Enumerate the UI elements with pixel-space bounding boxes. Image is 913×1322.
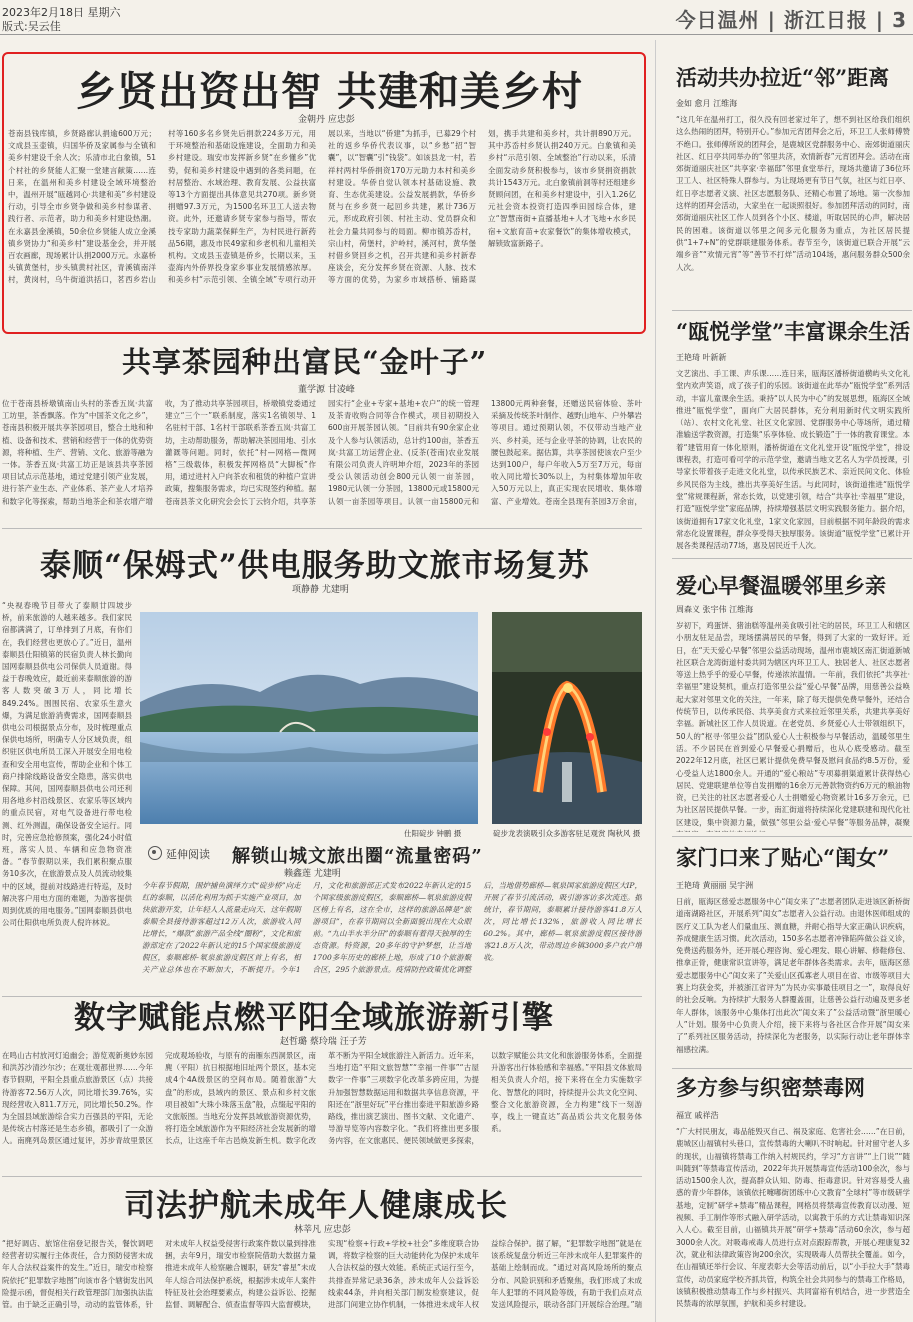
- article-power-headline[interactable]: 泰顺“保姆式”供电服务助文旅市场复苏: [40, 548, 590, 584]
- article-tea-byline: 董学源 甘凌峰: [298, 385, 355, 395]
- side-school-body: 文艺演出、手工课、声乐课……连日来，瓯海区潘桥街道横屿头文化礼堂内欢声笑语，成了孩子们的乐园。该街道在此举办“瓯悦学堂”系列活动，丰富儿童课余生活。秉持“以人民为中心”的发展思想，瓯海区全域推进“瓯悦学堂”，面向广大居民群体，充分利用新时代文明实践所（站）、农村文化礼堂、社区文化家园、党群服务中心等场所，通过精准输送学教资源，打造集“乐享体验、成长锻造”于一体的教育课堂。本着“建管用育一体化原则，潘桥街道在文化礼堂开设“瓯悦学堂”，排设课程表，打造可看可学的示范学堂，邀请当地文艺名人为学员授课，引导家长带着孩子走进文化礼堂，以传承民族艺术、亲近民间文化、体验乡风民俗为主线，推出共享美好生活。与此同时，该街道推进“瓯悦学堂”常规课程新，常态长效，以党建引领，结合“共享社·幸福里”建设，打造“瓯悦学堂”家庭品牌，持续增强基层文明实践服务能力。据介绍，该街道拥有17家文化礼堂，1家文化家园，目前根据不同年龄段的需求常态化设置课程，群众享受得天独厚服务。该街道“瓯悦学堂”已累计开展各类课程活动77场，惠及居民近千人次。: [676, 369, 910, 551]
- side-school-byline: 王艳琦 叶新新: [676, 353, 727, 362]
- article-judicial-byline: 林莘凡 应忠彭: [294, 1225, 351, 1235]
- issue-date: 2023年2月18日 星期六: [2, 6, 121, 19]
- column-divider: [655, 40, 656, 1322]
- side-activity-headline[interactable]: 活动共办拉近“邻”距离: [676, 65, 890, 90]
- layout-editor: 版式:吴云佳: [2, 20, 61, 33]
- article-power-body: “央视春晚节目带火了泰顺廿四坡步桥，前来旅游的人越来越多。我们家民宿都满满了，订单排到了月底，有你们在，我们经营也更放心了。”近日，温州泰顺县仕阳镇第的民宿负责人林长勤向国网泰顺县供电公司保供人员道谢。得益于春晚效应，最近前来泰顺旅游的游客人数突破3万人，同比增长849.24%。围围民宿、农家乐生意火爆，为满足旅游消费需求，国网泰顺县供电公司根据景点分布，及时梳理重点保供电场所，明确专人分区域负责，组织驻区供电所员工深入开展安全用电检查和安全用电宣传，帮助企业和个体工商户排除线路设备安全隐患，落实供电保障。其间，国网泰顺县供电公司还利用各地乡村沿线景区、农家乐等区域内的重点民宿，对电气设备进行带电检测、红外测温，确保设备安全运行。同时，完善应急抢修预案，强化24小时值班，落实人员、车辆和应急物资准备。“春节假期以来，我们累积聚点服务10多次，在旅游景点及人员流动较集中的区域，提前对线路进行特巡，及时解决客户用电方面的难题，为游客提供周到优质的用电服务。”国网泰顺县供电公司仕阳供电所负责人倪许林说。: [2, 601, 132, 928]
- photo-lake-caption: 仕阳碇步 钟鹏 摄: [404, 829, 462, 838]
- extended-body: 今年春节假期，围炉捕鱼演绎方式“碇步桥”向走红的泰顺，以活化利用为抓手实施产业项目，加快旅游开发，让年轻人人流量走向天、这年假期泰顺全县接待游客超过12万人次，旅游收入同比增长，“爆款”旅游产品全线“圈粉”，文化和旅游部定在了2022年新认定的15个国家级旅游度假区，泰顺廊桥·氡泉旅游度假区首上有名，相关产业总体也在不断加大，不断提升。今年1月，文化和旅游部正式发布2022年新认定的15个国家级旅游度假区，泰顺廊桥—氡泉旅游度假区榜上有名，这在全市，这样的旅游品牌是“旅游项目”，在春节期间以全新面貌出现在大众眼前。“九山半水半分田”的泰顺有着得天独厚的生态资源。特资源，20多年的守护梦想，让当地1700多年历史的廊桥上地，形成了10个旅游聚合区，295个旅游景点。疫情防控政策优化调整后，当地借势廊桥—氡泉国家旅游度假区大IP，开展了春节引流活动，吸引游客访多次流连。据统计，春节期间，泰顺累计接待游客41.8万人次，同比增长132%，旅游收入同比增长60.2%。其中，廊桥—氡泉旅游度假区接待游客21.8万人次，带动周边乡镇3000多户农户增收。: [142, 881, 642, 974]
- side-antidrug-body: “广大村民朋友，毒品能毁灭自己、祸及家庭、危害社会……”在日前，鹿城区山福镇村头巷口，宣传禁毒的大喇叭不时响起。针对留守老人多的现状，山福镇将禁毒工作纳入村规民约，学习“方言讲”“上门说”“随叫随到”等禁毒宣传活动，2022年共开展禁毒宣传活动100余次，参与活动1500余人次，提高群众认知、防毒、拒毒意识。针对容易受人蛊惑的青少年群体，该镇依托嚏嘟街团练中心文教育“全球村”等市级研学基地，定制“研学+禁毒”精品课程，网格员将禁毒宣传教育以动漫、短视频、手工制作等形式融入研学活动，以寓教于乐的方式让禁毒知识深入人心。截至目前，山福镇共开展“研学+禁毒”活动60余次，参与超3000余人次。对吸毒戒毒人员进行点对点跟踪帮教，开展心理康复32次，就业和法律政策咨询200余次，实现吸毒人员帮扶全覆盖。如今，在山福镇还举行会议、年度表彰大会等活动前后，以“小手拉大手”禁毒宣传，动员家庭学校齐抓共管，构筑全社会共同参与的禁毒工作格局，该镇积极推动禁毒工作与乡村振兴、共同富裕有机结合，进一步营造全民禁毒的浓厚氛围，护航和美乡村建设。: [676, 1127, 910, 1309]
- side-volunteer-body: 日前，瓯海区慈爱志愿服务中心“闺女来了”志愿者团队走进该区新桥街道南湖路社区，开展系列“闺女”志愿者入公益行动。由退休医师组成的医疗义工队为老人们量血压、测血糖，并耐心指导大家正确认识疾病，养成健康生活习惯。此次活动，150多名志愿者冲锋陷阵做公益义诊，免费送药服务外，还开展心理咨询、爱心理发、眼心讲解、修鞋修包、推拿正骨，健康常识宣讲等，满足老年群体各类需求。去年，瓯海区慈爱志愿服务中心“闺女来了”关爱山区孤寡老人项目在省、市级等项目大赛上均获金奖，并被浙江省评为“为民办实事最佳项目之一”，取得良好的社会反响。为持续扩大服务人群覆盖面，让慈善公益行动遍及更多老年人群体，该服务中心集体打出此次“闺女来了”公益活动暨“浙里暖心人”计划。服务中心负责人介绍，接下来将与各社区合作开展“闺女来了”系列社区服务活动，持续深化为老服务，以实际行动让老年群体幸福感拉满。: [676, 897, 910, 1054]
- reading-icon: [148, 846, 162, 860]
- lake-mountain-illustration: [140, 612, 478, 824]
- article-tea-body: 位于苍南县桥墩镇南山头村的茶香五岚·共富工坊里，茶香飘落。作为“中国茶文化之乡”，苍南县积极开展共享茶园项目，整合土地和种植、设备和技术、营销和经营于一体的优势资源，将种植、生产、营销、文化、旅游等融为一体。茶香五岚·共富工坊正是该县共享茶园项目试点示范基地，通过党建引领产业发展，进行茶产业生态、产业体系、茶产业人才培养和数字化等探索，帮助当地茶企和茶农增产增收，为了推动共享茶园项目，桥墩镇党委通过建立“三个一”联系制度，落实1名镇领导、1名驻村干部、1名村干部联系茶香五岚·共富工坊，主动帮助服务，帮助解决茶园用地、引水灌溉等问题。同时，依托“村—网格—微网格”三级载体，积极发挥网格员“大脚板”作用，通过进村入户向茶农和租赁的种植户宣讲政策，搜集服务需求，均已实现签约种植。据苍南县茶文化研究会会长丁云钧介绍，共享茶园实行“企业+专家+基地+农户”的统一管理及茶青收购合同等合作模式，项目初期投入600亩开展茶园认领。“目前共有90余家企业及个人参与认领活动，总计约100亩，茶香五岚·共富工坊运营企业、(反茶(苍南)农业发展有限公司负责人许明坤介绍，2023年的茶园受公认领活动创会800元认领一亩茶园，1980元认领一分茶园，13800元或15800元认领一亩茶园等项目。认领一亩15800元和13800元两种套餐，还赠送民宿体验、茶叶采摘及传统茶叶制作、越野山地车、户外攀岩等项目。通过预期认领，不仅带动当地产业兴、乡村美，还与企业寻茶的协调，让农民的腰包鼓起来。据估算，共享茶园使该农户至少达到100户，每户年收入5万至7万元，每亩收入同比增长30%以上，为村集体增加年收入50万元以上，真正实现农民增收、集体增富、产业增效。苍南全县现有茶园3万余亩，: [2, 399, 642, 506]
- section-rule: [672, 1068, 912, 1069]
- extended-byline: 赖鑫莲 尤建明: [284, 869, 341, 879]
- lead-body: 苍南县钱库镇，乡贤路廊认捐逾600万元；文成县玉壶镇，归国华侨及家属参与全镇和美乡村建设千余人次；乐清市北白象镇，51个村社的乡贤能人汇聚一堂建言献策……连日来，在温州和美乡村建设全域环境整治中，温州开展“瓯越同心·共建和美”乡村建设行动，引导全市乡贤争做和美乡村参谋者、践行者、示范者，助力和美乡村建设热潮。在永嘉县金溪镇，50余位乡贤能人成立金溪镇乡贤协力“和美乡村”建设基金会，并开展百农画廊，现场累计认捐2000万元。永嘉桥头镇黄堡村，步头镇黄村社区，青溪镇南洋村，黄岗村，乌牛街道洪括口，茗西乡岩山村等160多名乡贤先后捐款224多万元，用于环境整治和基础设施建设，全面助力和美乡村建设。瑞安市发挥新乡贤“在乡懂乡”优势，促和美乡村建设中遇到的各类问题，在村居整治、水域治理、教育发展、公益扶富等13个方面提出具体意见共270项。新乡贤捐赠97.3万元，为1500名环卫工人送去物资。此外，还邀请乡贤专家参与指导，帮农技专家助力蔬菜保鲜生产，为村民进行新药品56期，惠及市民49家和乡老机和儿童相关机构。文成县玉壶镇是侨乡，长期以来，玉壶海内外侨界投身家乡事业发展情感浓厚。和美乡村“示范引领、全镇全域”专项行动开展以来，当地以“侨建”为抓手，已募29个村社的返乡华侨代表议事，以“乡愁”招“智囊”，以“智囊”引“钱袋”。如该县龙一村，若祥村两村华侨捐资170万元助力本村和美乡村建设。华侨自觉认领本村基础设施、教育、生态优美建设。公益发展捐款，华侨乡贤与在乡乡贤一起回乡共建，累计736万元，形成政府引领、村社主动、党员群众和社会力量共同参与的局面。柳市镇苏岙村，宗山村，荷堡村，沪岭村，溪河村，黄华堡村借乡贤回乡之机，召开共建和美乡村新春座谈会，充分发挥乡贤在资源、人脉、技术等方面的优势，为家乡市域搭桥、铺路谋划，携手共建和美乡村，共计捐890万元。其中苏岙村乡贤认捐240万元。白象镇和美乡村“示范引领、全域整治”行动以来，乐清全面发动乡贤积极参与，该市乡贤捐资捐款共计1543万元。北白象镇前洞等村还组建乡贤顾问团，在和美乡村建设中，引入1.26亿元社会资本投资打造四季田园综合体，建立“智慧南街+直播基地+人才飞地+水乡民宿+文旅育苗+农家餐饮”的集体增收模式，解锁致富新路子。: [8, 129, 636, 285]
- section-rule: [672, 558, 912, 559]
- section-rule: [2, 528, 642, 529]
- article-tea-headline[interactable]: 共享茶园种出富民“金叶子”: [122, 345, 488, 379]
- side-breakfast-byline: 周森义 张宇伟 江维海: [676, 605, 754, 614]
- masthead: 今日温州 | 浙江日报 | 3: [675, 8, 907, 32]
- photo-lake-mountain: [140, 612, 478, 824]
- extended-reading-label: [148, 846, 210, 862]
- lead-headline[interactable]: 乡贤出资出智 共建和美乡村: [76, 68, 583, 115]
- extended-reading-text: 延伸阅读: [166, 848, 210, 861]
- article-pingyang-headline[interactable]: 数字赋能点燃平阳全域旅游新引擎: [74, 1000, 554, 1036]
- photo-dragon-dance: [492, 612, 642, 824]
- section-rule: [2, 1176, 642, 1177]
- article-judicial-body: “把好调店、旅馆住宿登记报告关，餐饮调吧经营者切实履行主体责任，合力预防侵害未成年人合法权益案件的发生。”近日，瑞安市检察院依托“犯罪数字地图”向该市各个辖街发出风险提示函，督促相关行政管理部门加强执法监管。由于缺乏正确引导，动动的监管体系，针对未成年人权益受侵害行政案件数以量到排准捆，去年9月，瑞安市检察院借助大数据力量推进未成年人检察融合履职，研发“睿星”未成年人综合司法保护系统，根据涉未成年人案件特征及社会治理要素点，构建公益诉讼、挖掘监督、调解配合、侦查监督等四大监督模块，实现“检察+行政+学校+社会”多维度联合协调，将数字检察的巨大动能转化为保护未成年人合法权益的强大效能。系统正式运行至今，共排查异常记录36条，涉未成年人公益诉讼线索44条，并向相关部门制发检察建议，促进部门间建立协作机制，一体推进未成年人权益综合保护。据了解，“犯罪数字地图”就是在该系统复盘分析近三年涉未成年人犯罪案件的基础上绘制而成。“通过对高风险场所的聚点分布、风险识别和矛盾聚焦，我们形成了未成年人犯罪的不同风险等级，有助于我们点对点发送风险提示，联动各部门开展综合治理。”瑞: [2, 1239, 642, 1310]
- extended-headline[interactable]: 解锁山城文旅出圈“流量密码”: [232, 846, 483, 867]
- side-antidrug-headline[interactable]: 多方参与织密禁毒网: [676, 1075, 865, 1100]
- side-activity-byline: 金如 愈月 江维海: [676, 99, 738, 108]
- article-power-byline: 项静静 尤建明: [292, 585, 349, 595]
- side-activity-body: “这几年在温州打工，很久没有回老家过年了，想不到社区给我们组织这么热闹的团拜，特别开心。”参加元宵团拜会之后，环卫工人张师傅赞不绝口。张师傅所说的团拜会，是鹿城区党群服务中心、南郊街道丽庆社区、红日亭共同举办的“邻里共济，欢情新春”元宵团拜会。活动在南郊街道丽庆社区“共享家·幸福邸”邻里食堂举行，现场共邀请了36位环卫工人、社区特殊人群参与。为让现场更有节日气氛，社区与红日亭、红日亭志愿者义演、社区志愿服务队、还精心布置了场地。第一次参加这样的团拜会活动，大家坐在一起谈照很好。参加团拜活动的同时，南郊街道丽庆社区工作人员到各个小区、楼道，听取居民的心声，解决居民的困难。该街道以邻里之间多元化服务为重点，为社区居民提供“1+7+N”的党群联建服务体系。春节至今，该街道已联合开展“云端乡音”“欢情元宵”等“善节不打烊”活动104场，惠问服务群众500余人次。: [676, 115, 910, 272]
- article-pingyang-body: 在鸣山古村放河灯追幽会；游览观新奥妙东园和洪苏沙清沙尔沙；在观壮观都世界……今年春节假期，平阳全县重点旅游景区（点）共接待游客72.56万人次，同比增长39.76%，实现经营收入811.7万元，同比增长50.2%。作为全国县域旅游综合实力百强县的平阳，无论是传统古村落还是生态乡镇，都吸引了一众游人。南麂列岛景区通过复评，苏步青故里景区完成观场验收，与原有的南雁东西洞景区，南麂（平阳）抗日根据地旧址两个景区，基本完成4个4A级景区的空间布局。随着旅游“大盘”的形成，县域内的景区、景点和乡村文旅项目被如“大珠小珠落玉盘”般，点缀起平阳的文旅版图。当地充分发挥县域旅游资源优势，将打造全域旅游作为平阳经济社会发展新的增长点，让这座千年古邑焕发新生机。数字化改革不断为平阳全域旅游注入新活力。近年来，当地打造“平阳文旅智慧”“幸福一件事”“古屋数字一件事”三项数字化改革多跨应用，为提升加强智慧数据运用和数据共享信息资源，平阳还在“浙里好玩”平台推出泰进平阳旅游乡路路线，推出演艺演出、图书文献、文化遗产、导游导览等内容数字化。“我们将推出更多服务内容，在文旅惠民、便民领域做更多探索，以数字赋能公共文化和旅游服务体系，全面提升游客出行体验感和幸福感。”平阳县文体旅局相关负责人介绍，接下来将在全力实施数字化、智慧化的同时，持续提升公共文化空间、整合文化旅游资源，全力构建“线下一刻游享，线上一键直达”高品质公共文化服务体系。: [2, 1051, 642, 1146]
- side-breakfast-body: 岁初下，鸡蛋饼、猪油糕等温州美食吸引社宅的居民，环卫工人和辖区小朋友驻足品尝，现场摆满居民的早餐，得到了大家的一致好评。近日，在“天天爱心早餐”邻里公益活动现场，温州市鹿城区南汇街道新城社区联合龙湾街道村委共同为辖区内环卫工人、独居老人、社区志愿者等送上热乎乎的爱心早餐，传递浓浓温情。一年前，我们依托“共享社·幸福里”建设契机，重点打造邻里公益“爱心早餐”品牌，用慈善公益唤起大家对邻里文化的关注，一年来，除了每天提供免费早餐外，还结合传统节日，以传承民俗、共享美食方式来拉近邻里关系，共建共享美好幸福。新城社区工作人员说道。在老党员、乡贤爱心人士带领组织下，50人的“枢寻·邻里公益”团队爱心人士积极参与早餐活动，温暖邻里生活。不少居民在首到爱心早餐爱心捐赠后，也从心底受感动。截至2022年12月底，社区已累计提供免费早餐及慰问食品约8.5万份，爱心受益人达1800余人。开通的“爱心粮站”专项募捐渠道累计获得热心居民、党建联建单位等自发捐赠的16余万元善款物资约6万元的粮油物资，已关注的社区志愿者爱心人士捐赠爱心物资累计16多万余元，已为社区居民提供早餐。一步，南汇街道将持续深化党建联建和现代化社区建设，集中资源力量，做强“邻里公益·爱心早餐”等服务品牌，凝聚: [676, 621, 910, 827]
- side-volunteer-byline: 王艳琦 黄丽丽 吴宇洲: [676, 881, 754, 890]
- article-judicial-headline[interactable]: 司法护航未成年人健康成长: [124, 1188, 508, 1224]
- side-volunteer-headline[interactable]: 家门口来了贴心“闺女”: [676, 845, 890, 870]
- section-rule: [672, 310, 912, 311]
- dragon-dance-illustration: [492, 612, 642, 824]
- side-school-headline[interactable]: “瓯悦学堂”丰富课余生活: [676, 319, 911, 344]
- side-antidrug-byline: 福宣 戚祥浩: [676, 1111, 719, 1120]
- lead-byline: 金朝丹 应忠彭: [298, 115, 355, 125]
- photo-dragon-caption: 碇步龙表演吸引众多游客驻足观赏 陶秋风 摄: [493, 829, 641, 838]
- side-breakfast-headline[interactable]: 爱心早餐温暖邻里乡亲: [676, 573, 886, 598]
- header-rule: [0, 34, 913, 35]
- section-rule: [672, 836, 912, 837]
- article-pingyang-byline: 赵哲璐 蔡玲瑞 汪子芳: [280, 1037, 367, 1047]
